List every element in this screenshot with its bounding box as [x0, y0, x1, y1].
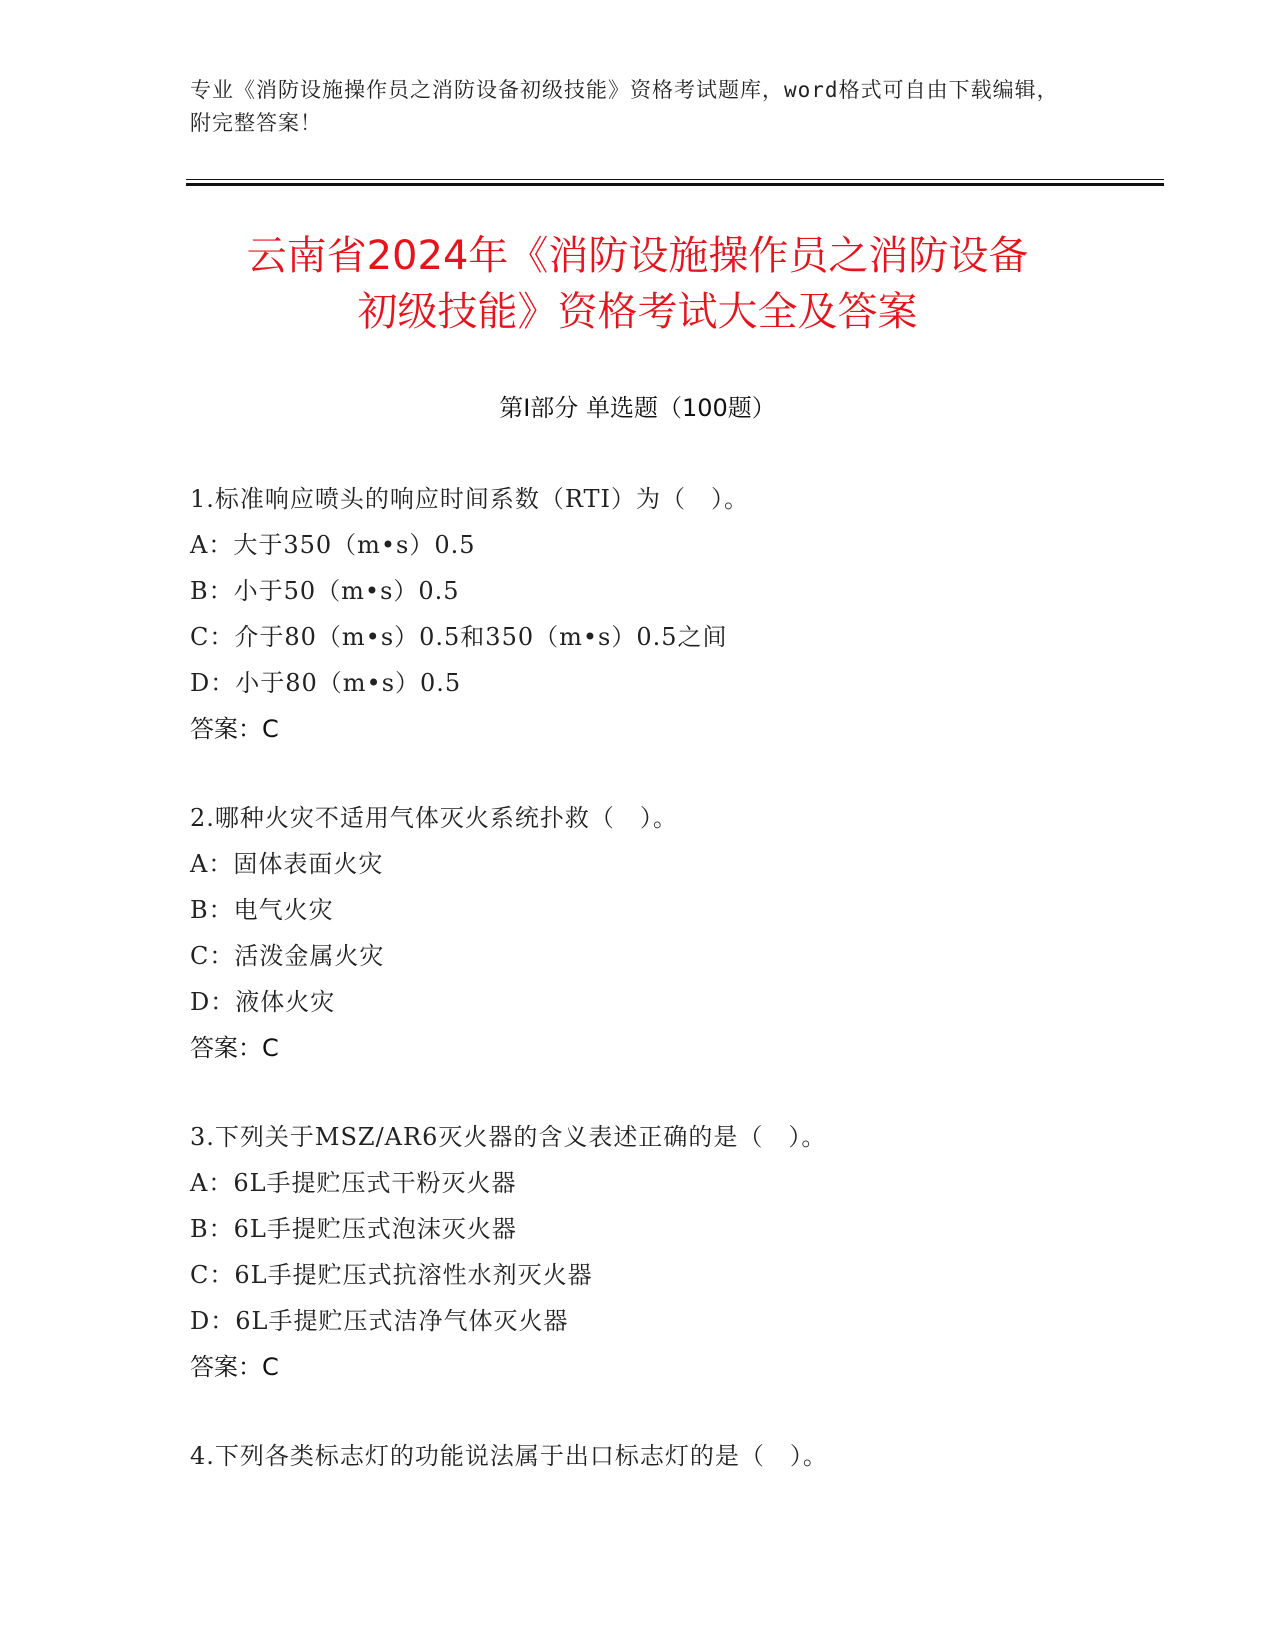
header-divider-thin: [186, 179, 1164, 180]
option-d: D：小于80（m•s）0.5: [190, 669, 462, 697]
answer: 答案：C: [190, 1034, 279, 1062]
option-d: D：6L手提贮压式洁净气体灭火器: [190, 1307, 569, 1335]
option-c: C：活泼金属火灾: [190, 942, 385, 970]
title-line-1: 云南省2024年《消防设施操作员之消防设备: [246, 233, 1029, 279]
question-4: [190, 1433, 1150, 1479]
section-heading: 第Ⅰ部分 单选题（100题）: [499, 394, 776, 422]
option-a: A：6L手提贮压式干粉灭火器: [190, 1169, 517, 1197]
option-a: A：固体表面火灾: [190, 850, 384, 878]
header-note: 专业《消防设施操作员之消防设备初级技能》资格考试题库，word格式可自由下载编辑，附完整答案！: [190, 78, 1059, 135]
question-stem: 3.下列关于MSZ/AR6灭火器的含义表述正确的是（ ）。: [190, 1123, 827, 1151]
option-d: D：液体火灾: [190, 988, 336, 1016]
answer: 答案：C: [190, 1353, 279, 1381]
option-b: B：小于50（m•s）0.5: [190, 577, 460, 605]
question-stem: 2.哪种火灾不适用气体灭火系统扑救（ ）。: [190, 804, 678, 832]
option-a: A：大于350（m•s）0.5: [190, 531, 476, 559]
question-3: [190, 1114, 1150, 1390]
document-title: [120, 228, 1155, 340]
question-stem: 1.标准响应喷头的响应时间系数（RTI）为（ ）。: [190, 485, 750, 513]
question-stem: 4.下列各类标志灯的功能说法属于出口标志灯的是（ ）。: [190, 1442, 828, 1470]
option-c: C：6L手提贮压式抗溶性水剂灭火器: [190, 1261, 593, 1289]
title-line-2: 初级技能》资格考试大全及答案: [357, 289, 918, 335]
option-b: B：6L手提贮压式泡沫灭火器: [190, 1215, 517, 1243]
question-1: [190, 476, 1150, 752]
header-divider-thick: [186, 183, 1164, 186]
option-c: C：介于80（m•s）0.5和350（m•s）0.5之间: [190, 623, 728, 651]
question-2: [190, 795, 1150, 1071]
answer: 答案：C: [190, 715, 279, 743]
option-b: B：电气火灾: [190, 896, 334, 924]
